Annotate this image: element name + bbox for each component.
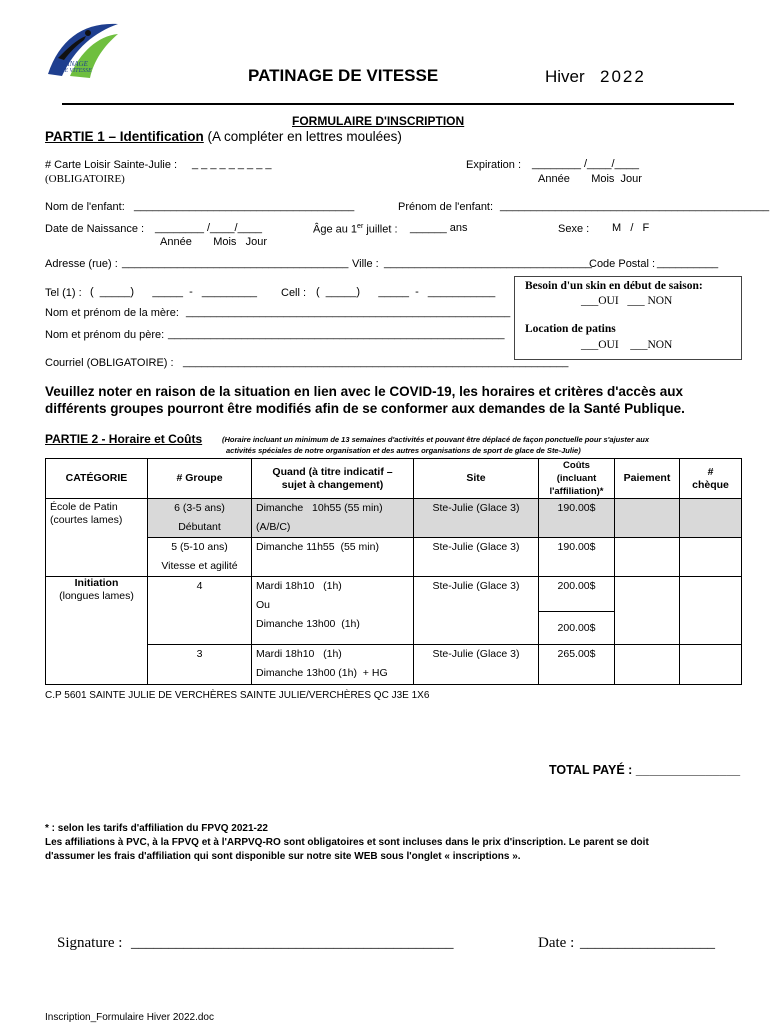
groupe-line1: 6 (3-5 ans) [174,502,225,514]
carte-label: # Carte Loisir Sainte-Julie : [45,159,178,171]
date-field[interactable]: __________________ [580,935,715,951]
quand-line1: Dimanche 10h55 (55 min) [256,502,383,514]
header-couts-line1: Coûts (incluant [556,460,597,484]
location-options[interactable]: ___OUI ___NON [581,339,673,351]
sexe-options[interactable]: M / F [612,222,650,234]
header-divider [62,103,734,105]
quand-cell: Dimanche 11h55 (55 min) [252,538,414,577]
nom-field[interactable]: ____________________________________ [134,200,355,212]
cat-ecole [46,499,148,577]
location-question: Location de patins [525,323,616,335]
mere-field[interactable]: _____________________________________________________ [186,306,511,318]
obligatoire-label: (OBLIGATOIRE) [45,173,125,185]
header-site: Site [414,459,539,499]
adresse-label: Adresse (rue) : [45,258,118,270]
cat-initiation [46,577,148,685]
header-quand-line1: Quand (à titre indicatif – [272,465,393,478]
quand-line2: Dimanche 13h00 (1h) + HG [256,667,388,679]
pere-label: Nom et prénom du père: [45,329,165,341]
signature-field[interactable]: ___________________________________________ [131,935,454,951]
schedule-table [45,458,742,685]
site-cell: Ste-Julie (Glace 3) [414,645,539,685]
courriel-label: Courriel (OBLIGATOIRE) : [45,357,174,369]
cheque-cell[interactable] [680,645,742,685]
logo-text-line1: PATINAGE [56,60,88,68]
quand-line3: Dimanche 13h00 (1h) [256,618,360,630]
expiration-field[interactable]: ________ /____/____ [532,158,640,170]
table-row [46,645,742,685]
site-cell: Ste-Julie (Glace 3) [414,577,539,645]
quand-line2: (A/B/C) [256,521,291,533]
part1-title: PARTIE 1 – Identification [45,129,204,144]
covid-line1: Veuillez noter en raison de la situation en lien avec le COVID-19, les horaires et critères d'accès aux [45,384,683,399]
header-cheque [680,459,742,499]
club-address: C.P 5601 SAINTE JULIE DE VERCHÈRES SAINTE JULIE/VERCHÈRES QC J3E 1X6 [45,690,430,701]
table-row [46,499,742,538]
table-row [46,538,742,577]
page-title: PATINAGE DE VITESSE [248,66,439,85]
paiement-cell[interactable] [615,577,680,645]
quand-cell [252,577,414,645]
header-couts [539,459,615,499]
paiement-cell[interactable] [615,538,680,577]
age-label-sup: er [357,223,364,230]
part2-note2: activités spéciales de notre organisation et des autres organisations de sport de glace de Ste-Julie) [226,446,581,455]
tel-label: Tel (1) : [45,287,82,299]
footnote-line1: * : selon les tarifs d'affiliation du FPVQ 2021-22 [45,823,268,834]
options-box [514,276,742,360]
groupe-line2: Débutant [178,521,221,533]
age-label-text2: juillet : [363,223,398,236]
age-label [313,223,398,236]
footnote-line2: Les affiliations à PVC, à la FPVQ et à l'ARPVQ-RO sont obligatoires et sont incluses dans le prix d'inscription. Le parent se doit [45,837,649,848]
table-header-row [46,459,742,499]
cat-ecole-line2: (courtes lames) [50,514,123,526]
cout-cell: 190.00$ [539,499,615,538]
logo-text-line2: DE VITESSE [60,68,92,74]
age-field[interactable]: ______ ans [410,222,468,234]
tel-field[interactable]: ( _____) _____ - _________ [90,286,257,298]
groupe-cell: 4 [148,577,252,645]
paiement-cell[interactable] [615,645,680,685]
header-paiement: Paiement [615,459,680,499]
signature-label: Signature : [57,935,123,951]
covid-line2: différents groupes pourront être modifiés afin de se conformer aux demandes de la Santé Publique. [45,401,685,416]
cheque-cell[interactable] [680,499,742,538]
footnote-line3: d'assumer les frais d'affiliation qui sont disponible sur notre site WEB sous l'onglet « inscriptions ». [45,851,521,862]
site-cell: Ste-Julie (Glace 3) [414,499,539,538]
header-cheque-line2: chèque [692,478,729,491]
courriel-field[interactable]: _______________________________________________________________ [183,356,569,368]
cell-field[interactable]: ( _____) _____ - ___________ [316,286,496,298]
part2-title: PARTIE 2 - Horaire et Coûts [45,432,203,446]
header-categorie: CATÉGORIE [46,459,148,499]
nom-label: Nom de l'enfant: [45,201,125,213]
quand-line1: Mardi 18h10 (1h) [256,580,342,592]
cout-cell: 265.00$ [539,645,615,685]
paiement-cell[interactable] [615,499,680,538]
table-row [46,577,742,645]
part1-note: (A compléter en lettres moulées) [207,129,402,144]
cheque-cell[interactable] [680,538,742,577]
cout-cell [539,577,615,645]
header-quand [252,459,414,499]
groupe-line2: Vitesse et agilité [161,560,238,572]
part2-note1: (Horaire incluant un minimum de 13 semaines d'activités et pouvant être déplacé de façon ponctuelle pour s'ajuster aux [222,435,650,444]
ville-label: Ville : [352,258,379,270]
code-postal-label: Code Postal : [589,258,656,270]
ville-field[interactable]: __________________________________ [384,257,593,269]
code-postal-field[interactable]: __________ [657,257,719,269]
club-logo [40,18,120,82]
season-label: Hiver [545,67,585,86]
groupe-cell [148,499,252,538]
dob-field[interactable]: ________ /____/____ [155,222,263,234]
mere-label: Nom et prénom de la mère: [45,307,179,319]
quand-line2: Ou [256,599,271,611]
site-cell: Ste-Julie (Glace 3) [414,538,539,577]
cat-ecole-line1: École de Patin [50,501,118,513]
dob-sub: Année Mois Jour [160,236,267,248]
pere-field[interactable]: _______________________________________________________ [168,328,505,340]
age-label-text: Âge au 1 [313,223,358,236]
quand-cell [252,645,414,685]
sexe-label: Sexe : [558,223,590,235]
carte-field[interactable]: _ _ _ _ _ _ _ _ _ [192,158,272,170]
groupe-cell: 3 [148,645,252,685]
expiration-label: Expiration : [466,159,522,171]
adresse-field[interactable]: _____________________________________ [122,257,349,269]
header-cheque-line1: # [707,465,714,478]
date-label: Date : [538,935,575,951]
header-quand-line2: sujet à changement) [281,478,384,491]
groupe-cell [148,538,252,577]
dob-label: Date de Naissance : [45,223,145,235]
quand-line1: Mardi 18h10 (1h) [256,648,342,660]
form-title: FORMULAIRE D'INSCRIPTION [292,114,465,128]
season-year: 2022 [600,67,646,86]
cell-label: Cell : [281,287,307,299]
cat-initiation-line2: (longues lames) [59,590,134,602]
cout-line2: 200.00$ [539,611,614,644]
total-paye[interactable]: TOTAL PAYÉ : _______________ [549,763,741,777]
expiration-sub: Année Mois Jour [538,173,642,185]
header-groupe: # Groupe [148,459,252,499]
cout-cell: 190.00$ [539,538,615,577]
prenom-label: Prénom de l'enfant: [398,201,494,213]
part1-heading [45,129,402,144]
cout-line1: 200.00$ [557,580,596,592]
quand-cell [252,499,414,538]
groupe-line1: 5 (5-10 ans) [171,541,228,553]
document-filename: Inscription_Formulaire Hiver 2022.doc [45,1012,214,1023]
skin-options[interactable]: ___OUI ___ NON [581,295,673,307]
cat-initiation-line1: Initiation [74,577,119,589]
skin-question: Besoin d'un skin en début de saison: [525,280,703,292]
header-couts-line2: l'affiliation)* [549,486,604,497]
prenom-field[interactable]: ____________________________________________ [500,200,770,212]
cheque-cell[interactable] [680,577,742,645]
